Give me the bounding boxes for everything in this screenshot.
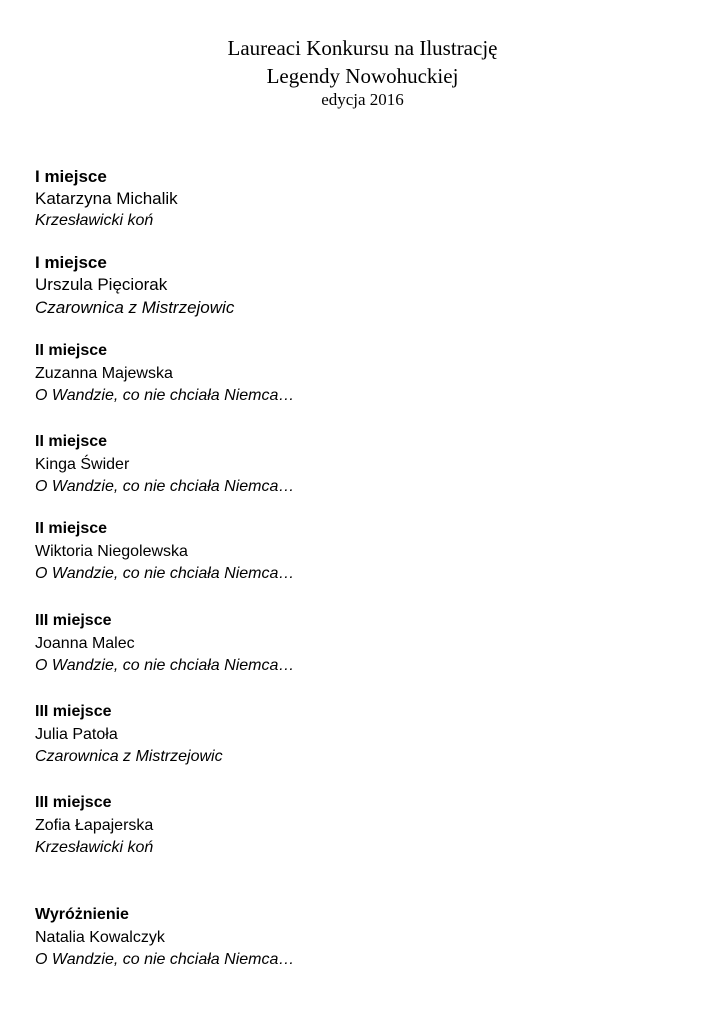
laureate-rank: II miejsce [35, 520, 108, 537]
document-header [0, 34, 725, 110]
laureate-work-title: O Wandzie, co nie chciała Niemca… [35, 951, 295, 968]
laureate-rank: I miejsce [35, 167, 107, 186]
laureate-name: Joanna Malec [35, 635, 135, 652]
laureate-entry [35, 609, 294, 677]
laureate-name: Zofia Łapajerska [35, 817, 154, 834]
laureate-rank: Wyróżnienie [35, 906, 129, 923]
laureate-work-title: Czarownica z Mistrzejowic [35, 748, 223, 765]
laureate-entry [35, 517, 294, 585]
laureate-work-title: Krzesławicki koń [35, 212, 154, 229]
laureate-entry [35, 791, 153, 859]
laureate-name: Wiktoria Niegolewska [35, 543, 188, 560]
laureate-entry [35, 166, 178, 232]
laureate-entry [35, 430, 294, 498]
document-title-line-2: Legendy Nowohuckiej [266, 64, 459, 88]
laureate-work-title: Krzesławicki koń [35, 839, 154, 856]
laureate-rank: III miejsce [35, 612, 112, 629]
laureate-rank: II miejsce [35, 342, 108, 359]
laureate-work-title: O Wandzie, co nie chciała Niemca… [35, 387, 295, 404]
laureate-name: Urszula Pięciorak [35, 275, 168, 294]
laureate-entry [35, 339, 294, 407]
laureate-entry [35, 903, 294, 971]
laureate-name: Julia Patoła [35, 726, 118, 743]
laureate-work-title: O Wandzie, co nie chciała Niemca… [35, 478, 295, 495]
laureate-rank: II miejsce [35, 433, 108, 450]
laureate-entry [35, 700, 223, 768]
laureate-rank: I miejsce [35, 253, 107, 272]
laureate-work-title: O Wandzie, co nie chciała Niemca… [35, 657, 295, 674]
laureate-entry [35, 252, 234, 320]
laureate-work-title: Czarownica z Mistrzejowic [35, 298, 235, 317]
laureate-rank: III miejsce [35, 703, 112, 720]
laureate-name: Kinga Świder [35, 456, 130, 473]
laureate-name: Katarzyna Michalik [35, 189, 178, 208]
edition-label: edycja 2016 [321, 90, 404, 109]
document-title-line-1: Laureaci Konkursu na Ilustrację [227, 36, 498, 60]
laureate-work-title: O Wandzie, co nie chciała Niemca… [35, 565, 295, 582]
laureate-name: Zuzanna Majewska [35, 365, 173, 382]
laureate-rank: III miejsce [35, 794, 112, 811]
laureate-name: Natalia Kowalczyk [35, 929, 165, 946]
